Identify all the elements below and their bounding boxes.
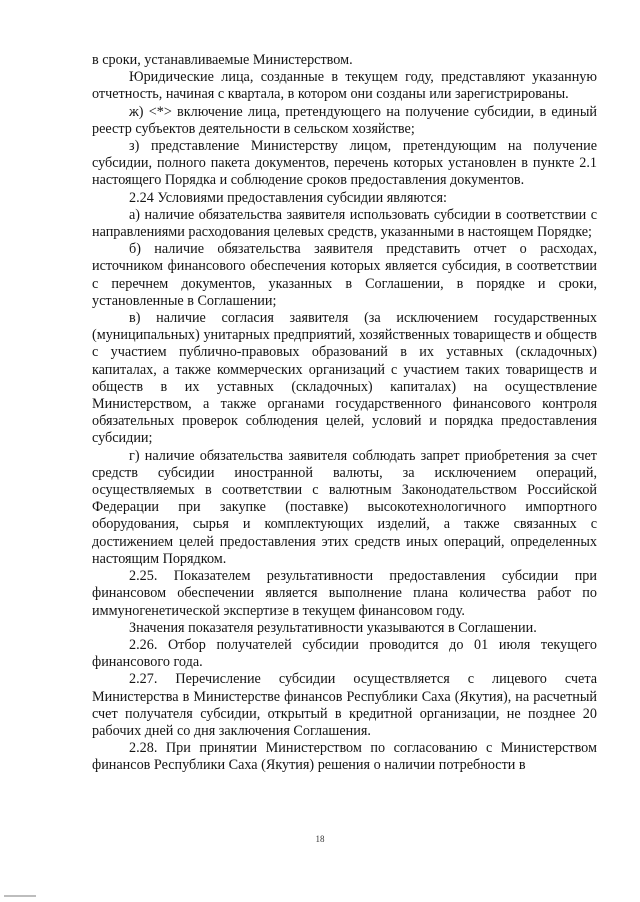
paragraph-item-z: з) представление Министерству лицом, претендующим на получение субсидии, полного пакета документов, перечень которых установлен в пункте 2.1 настоящего Порядка и соблюдение сроков предоставления документов.: [92, 138, 597, 189]
paragraph-item-zh: ж) <*> включение лица, претендующего на получение субсидии, в единый реестр субъектов деятельности в сельском хозяйстве;: [92, 103, 597, 137]
paragraph-indicator-values: Значения показателя результативности указываются в Соглашении.: [129, 619, 537, 636]
paragraph-2-28: 2.28. При принятии Министерством по согласованию с Министерством финансов Республики Саха (Якутия) решения о наличии потребности в: [92, 740, 597, 774]
paragraph-2-25: 2.25. Показателем результативности предоставления субсидии при финансовом обеспечении является выполнение плана количества работ по иммуногенетической экспертизе в текущем финансовом году.: [92, 568, 597, 619]
paragraph-condition-a: а) наличие обязательства заявителя использовать субсидии в соответствии с направлениями расходования целевых средств, указанными в настоящем Порядке;: [92, 206, 597, 241]
paragraph-condition-v: в) наличие согласия заявителя (за исключением государственных (муниципальных) унитарных предприятий, хозяйственных товариществ и обществ с участием публично-правовых образований в их уставных (складочных) капиталах, а также коммерческих организаций с участием таких товариществ и обществ в их уставных (складочных) капиталах) на осуществление Министерством, а также органами государственного финансового контроля обязательных проверок соблюдения целей, условий и порядка предоставления субсидии;: [92, 310, 597, 447]
document-body: [92, 52, 597, 775]
paragraph-legal-entities: Юридические лица, созданные в текущем году, представляют указанную отчетность, начиная с квартала, в котором они созданы или зарегистрированы.: [92, 69, 597, 103]
page-number: 18: [315, 834, 325, 844]
paragraph-condition-g: г) наличие обязательства заявителя соблюдать запрет приобретения за счет средств субсидии иностранной валюты, за исключением операций, осуществляемых в соответствии с валютным Законодательством Российской Федерации при закупке (поставке) высокотехнологичного импортного оборудования, сырья и комплектующих изделий, а также связанных с достижением целей предоставления этих средств иных операций, определенных настоящим Порядком.: [92, 447, 597, 567]
paragraph-2-27: 2.27. Перечисление субсидии осуществляется с лицевого счета Министерства в Министерстве финансов Республики Саха (Якутия), на расчетный счет получателя субсидии, открытый в кредитной организации, не позднее 20 рабочих дней со дня заключения Соглашения.: [92, 671, 597, 739]
paragraph-2-24-heading: 2.24 Условиями предоставления субсидии являются:: [129, 189, 447, 206]
paragraph-condition-b: б) наличие обязательства заявителя представить отчет о расходах, источником финансового обеспечения которых является субсидия, в соответствии с перечнем документов, указанных в Соглашении, в порядке и сроки, установленные в Соглашении;: [92, 241, 597, 309]
paragraph-2-26: 2.26. Отбор получателей субсидии проводится до 01 июля текущего финансового года.: [92, 636, 597, 671]
paragraph-continuation: в сроки, устанавливаемые Министерством.: [92, 52, 353, 68]
scan-edge-mark: [4, 895, 36, 897]
